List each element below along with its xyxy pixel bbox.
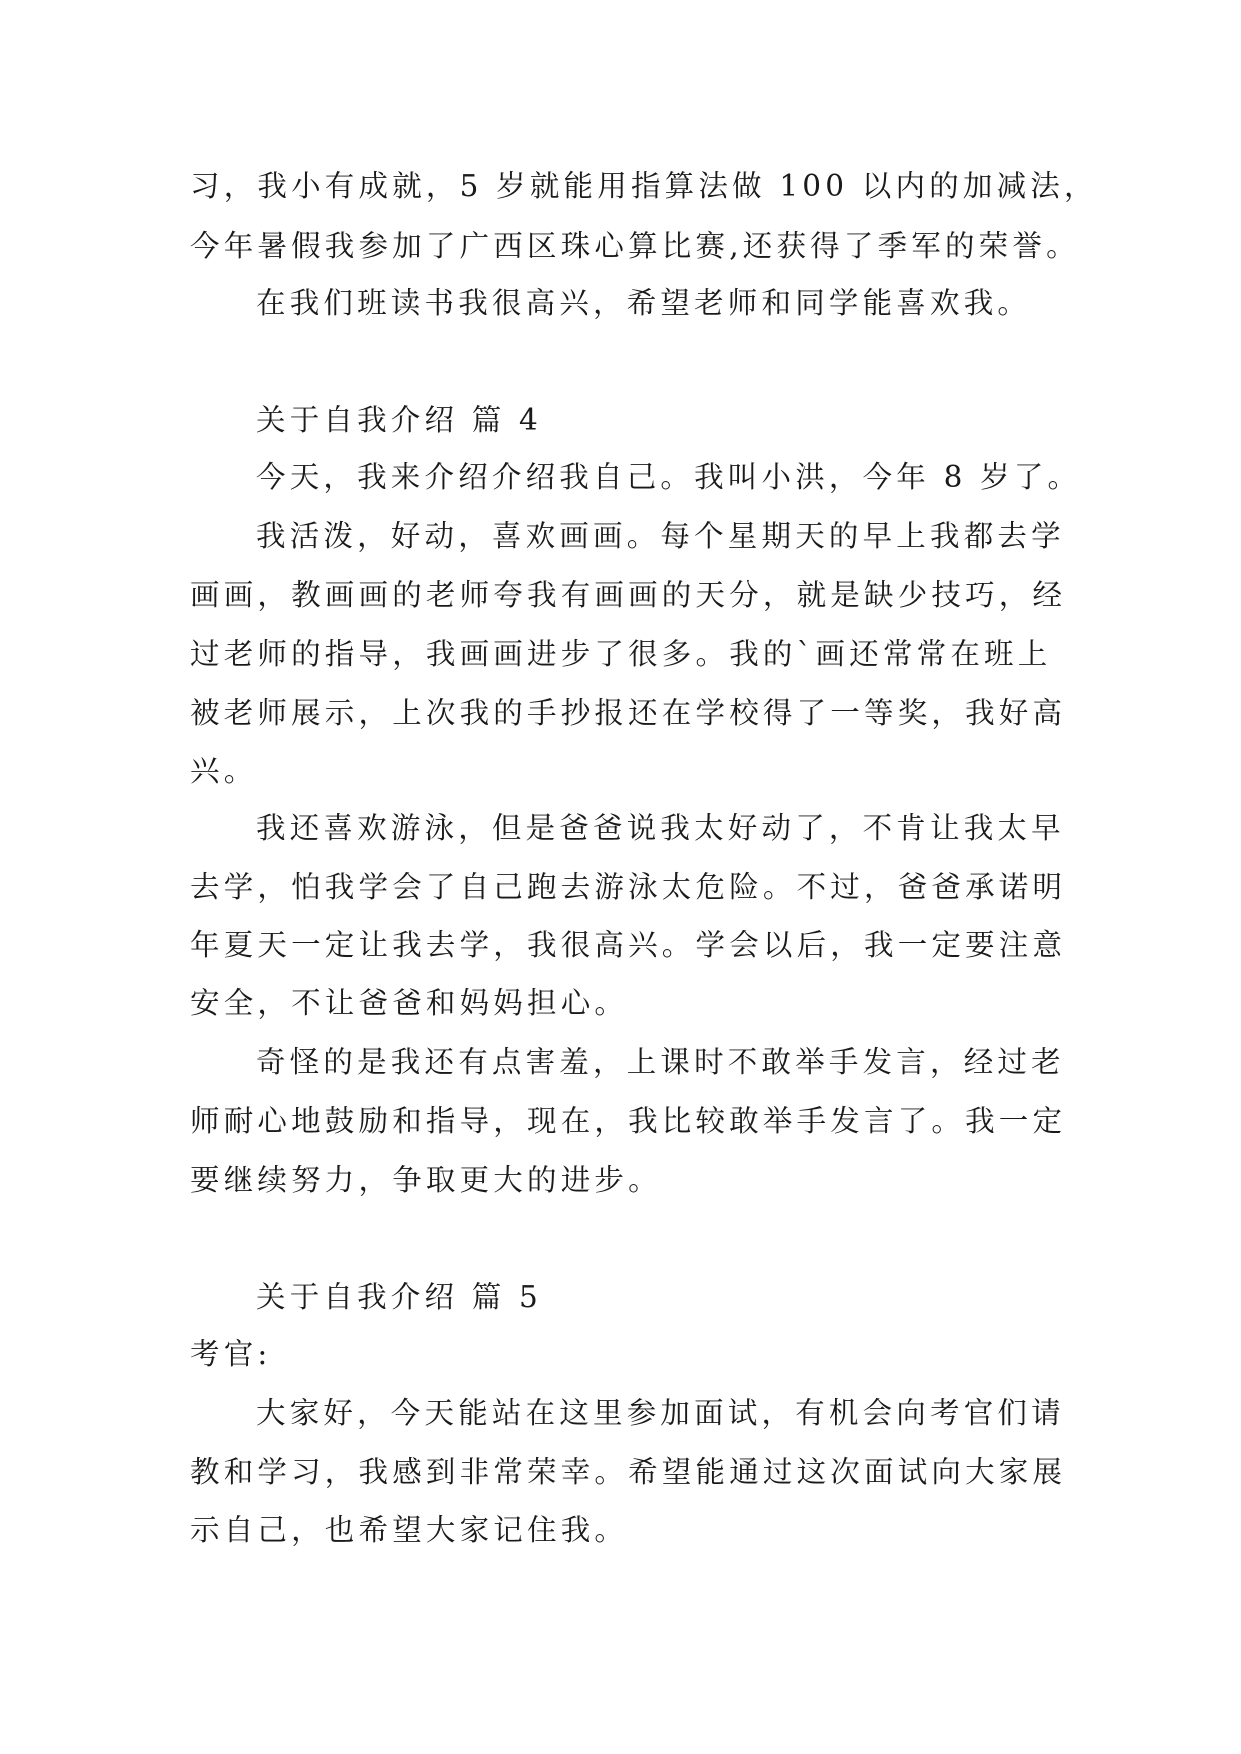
text-line: 要继续努力，争取更大的进步。	[190, 1163, 662, 1197]
text-line: 师耐心地鼓励和指导，现在，我比较敢举手发言了。我一定	[190, 1104, 1067, 1138]
text-line: 我还喜欢游泳，但是爸爸说我太好动了，不肯让我太早	[256, 811, 1065, 845]
text-line: 奇怪的是我还有点害羞，上课时不敢举手发言，经过老	[256, 1045, 1065, 1079]
text-line: 年夏天一定让我去学，我很高兴。学会以后，我一定要注意	[190, 928, 1067, 962]
text-line: 安全，不让爸爸和妈妈担心。	[190, 986, 629, 1020]
text-line: 考官:	[190, 1337, 272, 1371]
text-line: 示自己，也希望大家记住我。	[190, 1513, 629, 1547]
text-line: 习，我小有成就，5 岁就能用指算法做 100 以内的加减法，	[190, 169, 1098, 203]
text-line: 去学，怕我学会了自己跑去游泳太危险。不过，爸爸承诺明	[190, 870, 1067, 904]
text-line: 画画，教画画的老师夸我有画画的天分，就是缺少技巧，经	[190, 578, 1067, 612]
text-line: 今年暑假我参加了广西区珠心算比赛,还获得了季军的荣誉。	[190, 229, 1080, 263]
text-line: 在我们班读书我很高兴，希望老师和同学能喜欢我。	[256, 286, 1032, 320]
text-line: 教和学习，我感到非常荣幸。希望能通过这次面试向大家展	[190, 1455, 1067, 1489]
text-line: 被老师展示，上次我的手抄报还在学校得了一等奖，我好高	[190, 696, 1067, 730]
section-heading: 关于自我介绍 篇 4	[256, 403, 543, 437]
text-line: 我活泼，好动，喜欢画画。每个星期天的早上我都去学	[256, 519, 1065, 553]
text-line: 兴。	[190, 754, 258, 788]
text-line: 大家好，今天能站在这里参加面试，有机会向考官们请	[256, 1396, 1065, 1430]
text-line: 今天，我来介绍介绍我自己。我叫小洪，今年 8 岁了。	[256, 460, 1082, 494]
section-heading: 关于自我介绍 篇 5	[256, 1280, 543, 1314]
text-line: 过老师的指导，我画画进步了很多。我的`画还常常在班上	[190, 637, 1052, 671]
